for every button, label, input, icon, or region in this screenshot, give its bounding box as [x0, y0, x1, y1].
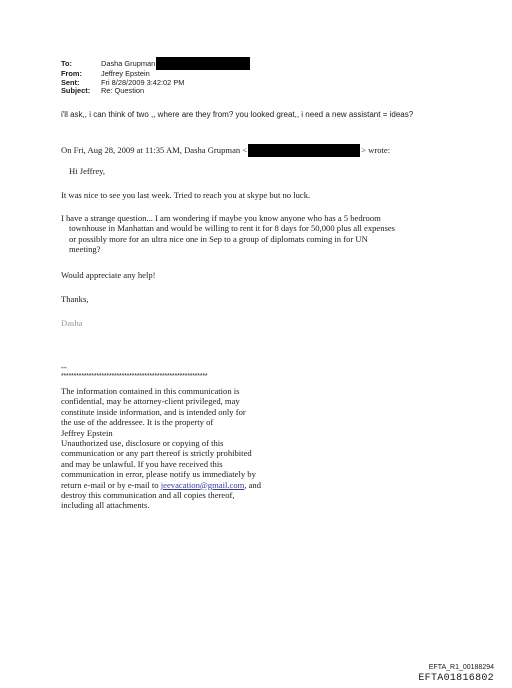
from-label: From:: [61, 69, 82, 78]
disclaimer-line: communication or any part thereof is strictly prohibited: [61, 448, 252, 459]
disclaimer-line: Jeffrey Epstein: [61, 427, 113, 438]
paragraph-line: meeting?: [69, 244, 101, 255]
disclaimer-line: confidential, may be attorney-client privileged, may: [61, 396, 240, 407]
redaction-box: [248, 144, 360, 157]
sent-value: Fri 8/28/2009 3:42:02 PM: [101, 77, 185, 87]
greeting: Hi Jeffrey,: [69, 166, 106, 176]
disclaimer-line: communication in error, please notify us immediately by: [61, 469, 256, 480]
from-value: Jeffrey Epstein: [101, 69, 150, 78]
subject-row: [61, 87, 250, 96]
quote-attribution: [61, 144, 390, 157]
disclaimer-line: the use of the addressee. It is the property of: [61, 417, 214, 428]
paragraph-line: townhouse in Manhattan and would be willing to rent it for 8 days for 50,000 plus all expenses: [69, 223, 396, 234]
to-row: [61, 60, 250, 70]
email-link[interactable]: jeevacation@gmail.com: [160, 479, 245, 490]
redaction-box: [156, 57, 250, 70]
to-label: To:: [61, 59, 72, 68]
separator-stars: **********************************************************: [61, 373, 208, 380]
subject-label: Subject:: [61, 86, 91, 96]
disclaimer-line: destroy this communication and all copies thereof,: [61, 490, 235, 501]
sent-label: Sent:: [61, 77, 80, 87]
bates-number-secondary: EFTA01816802: [418, 673, 494, 684]
disclaimer-line: constitute inside information, and is intended only for: [61, 406, 246, 417]
email-header: [61, 60, 250, 96]
disclaimer-line: including all attachments.: [61, 500, 150, 511]
paragraph-2: [61, 213, 461, 255]
disclaimer-line: The information contained in this communication is: [61, 386, 240, 396]
to-value: Dasha Grupman: [101, 59, 156, 68]
separator-dashes: --: [61, 362, 67, 372]
signature: Dasha: [61, 318, 83, 328]
paragraph-line: or possibly more for an ultra nice one in Sep to a group of diplomats coming in for UN: [69, 233, 368, 244]
quote-intro: On Fri, Aug 28, 2009 at 11:35 AM, Dasha Grupman <: [61, 145, 248, 156]
notify-prefix: return e-mail or by e-mail to: [61, 479, 161, 490]
bates-number-primary: EFTA_R1_00188294: [428, 664, 494, 671]
closing: Thanks,: [61, 294, 89, 304]
disclaimer-line: Unauthorized use, disclosure or copying of this: [61, 438, 224, 449]
paragraph-3: Would appreciate any help!: [61, 270, 156, 280]
quote-outro: > wrote:: [361, 145, 391, 156]
reply-message: i'll ask,, i can think of two ,, where are they from? you looked great,, i need a new assistant = ideas?: [61, 110, 414, 119]
paragraph-1: It was nice to see you last week. Tried to reach you at skype but no luck.: [61, 190, 311, 200]
subject-value: Re: Question: [101, 86, 145, 96]
paragraph-line: I have a strange question... I am wondering if maybe you know anyone who has a 5 bedroom: [61, 213, 381, 223]
disclaimer: [61, 386, 361, 511]
disclaimer-line: [61, 480, 361, 490]
notify-suffix: , and: [244, 479, 262, 490]
disclaimer-line: and may be unlawful. If you have received this: [61, 458, 223, 469]
